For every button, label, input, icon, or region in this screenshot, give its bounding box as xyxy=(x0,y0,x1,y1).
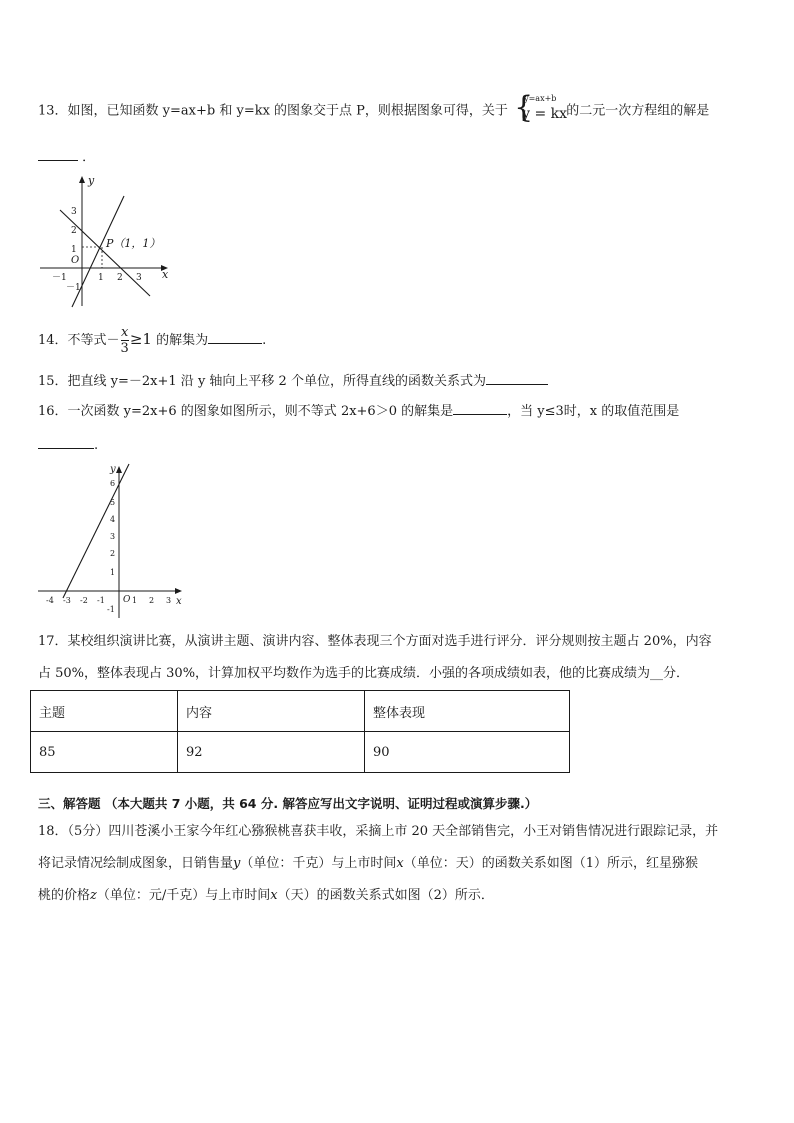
x-tick-label: -1 xyxy=(97,596,105,605)
x-tick-label: 3 xyxy=(166,596,172,605)
y-tick-label: -1 xyxy=(107,605,115,614)
variable-x: x xyxy=(396,856,404,871)
variable-x: x xyxy=(270,888,278,903)
x-tick-label: 1 xyxy=(98,273,104,283)
q16-text-b: ，当 y≤3时，x 的取值范围是 xyxy=(507,404,680,419)
x-tick-label: -4 xyxy=(46,596,54,605)
x-tick-label: 1 xyxy=(132,596,138,605)
q18-line-1: 18．（5分）四川苍溪小王家今年红心猕猴桃喜获丰收，采摘上市 20 天全部销售完，小王对销售情况进行跟踪记录，并 xyxy=(38,824,719,839)
y-tick-label: 5 xyxy=(110,498,116,507)
y-tick-label: 3 xyxy=(110,532,116,541)
q18-line-3-c: （天）的函数关系式如图（2）所示． xyxy=(277,888,494,903)
y-tick-label: 1 xyxy=(110,568,116,577)
table-header-cell: 整体表现 xyxy=(365,691,570,732)
brace-symbol: { xyxy=(514,90,534,125)
q14-text-a: 14．不等式－ xyxy=(38,333,120,348)
q15-text xyxy=(38,372,548,392)
table-header-cell: 主题 xyxy=(31,691,178,732)
fraction-numerator: x xyxy=(121,325,129,340)
x-axis-label: x xyxy=(176,596,182,607)
origin-label: O xyxy=(123,595,131,605)
answer-blank[interactable] xyxy=(38,148,78,161)
q16-answer-line xyxy=(38,436,98,456)
y-axis-label: y xyxy=(110,464,116,475)
y-tick-label: 2 xyxy=(110,549,116,558)
x-tick-label: 2 xyxy=(149,596,155,605)
q17-line-2: 占 50%，整体表现占 30%，计算加权平均数作为选手的比赛成绩．小强的各项成绩如表，他的比赛成绩为__分． xyxy=(38,666,690,681)
score-table xyxy=(30,690,570,773)
y-tick-label: 1 xyxy=(71,245,77,255)
q13-answer-line xyxy=(38,148,95,168)
variable-z: z xyxy=(90,888,97,903)
table-cell: 92 xyxy=(178,732,365,773)
q13-blank-tail: ． xyxy=(82,150,96,165)
answer-blank[interactable] xyxy=(453,402,507,415)
q13-text-a: 13．如图，已知函数 y=ax+b 和 y=kx 的图象交于点 P，则根据图象可得，关于 xyxy=(38,103,508,119)
q13-text xyxy=(38,90,710,126)
x-tick-label: 2 xyxy=(117,273,123,283)
x-axis-label: x xyxy=(162,268,169,281)
q18-line-2 xyxy=(38,854,698,874)
q14-text-b: 的解集为 xyxy=(156,333,209,348)
table-cell: 90 xyxy=(365,732,570,773)
x-tick-label: －1 xyxy=(52,273,67,283)
line-y-kx xyxy=(72,196,124,307)
table-cell: 85 xyxy=(31,732,178,773)
q18-line-2-c: （单位：天）的函数关系如图（1）所示，红星猕猴 xyxy=(403,856,699,871)
y-tick-label: 4 xyxy=(110,515,116,524)
section-heading: 三、解答题 （本大题共 7 小题，共 64 分. 解答应写出文字说明、证明过程或演算步骤.） xyxy=(38,796,538,811)
q13-text-b: 的二元一次方程组的解是 xyxy=(566,103,710,119)
answer-blank[interactable] xyxy=(208,331,262,344)
y-axis-arrow xyxy=(116,466,122,473)
answer-blank[interactable] xyxy=(38,436,94,449)
table-header-cell: 内容 xyxy=(178,691,365,732)
q15-text-a: 15．把直线 y=－2x+1 沿 y 轴向上平移 2 个单位，所得直线的函数关系式为 xyxy=(38,374,486,389)
y-tick-label: 6 xyxy=(110,479,116,488)
q13-graph xyxy=(36,170,176,310)
q14-inequality: ≥1 xyxy=(129,330,152,348)
origin-label: O xyxy=(71,255,80,266)
table-row xyxy=(31,691,570,732)
q18-line-3 xyxy=(38,886,494,906)
x-tick-label: -2 xyxy=(80,596,88,605)
x-tick-label: 3 xyxy=(136,273,142,283)
system-equation-1: y=ax+b xyxy=(524,94,557,103)
y-tick-label: 3 xyxy=(71,207,77,217)
system-equation-2: y = kx xyxy=(522,106,567,122)
q18-line-2-b: （单位：千克）与上市时间 xyxy=(240,856,397,871)
y-tick-label: －1 xyxy=(66,283,81,293)
q17-line-1: 17．某校组织演讲比赛，从演讲主题、演讲内容、整体表现三个方面对选手进行评分．评分规则按主题占 20%，内容 xyxy=(38,634,712,649)
point-p-label: P（1，1） xyxy=(106,237,161,250)
q18-line-3-a: 桃的价格 xyxy=(38,888,91,903)
q18-line-2-a: 将记录情况绘制成图象，日销售量 xyxy=(38,856,234,871)
q16-text xyxy=(38,402,679,422)
q14-tail: . xyxy=(262,333,267,348)
variable-y: y xyxy=(233,856,241,871)
answer-blank[interactable] xyxy=(486,372,548,385)
x-axis-arrow xyxy=(175,588,182,594)
y-axis-arrow xyxy=(79,176,85,183)
q16-blank-tail: . xyxy=(94,438,99,453)
x-tick-label: -3 xyxy=(63,596,71,605)
fraction-denominator: 3 xyxy=(120,341,129,356)
q14-text xyxy=(38,324,266,356)
y-axis-label: y xyxy=(88,174,95,187)
q16-text-a: 16．一次函数 y=2x+6 的图象如图所示，则不等式 2x+6＞0 的解集是 xyxy=(38,404,454,419)
table-row xyxy=(31,732,570,773)
q16-graph xyxy=(34,460,194,624)
equation-system xyxy=(514,90,567,126)
fraction-x-over-3 xyxy=(121,325,129,356)
q18-line-3-b: （单位：元/千克）与上市时间 xyxy=(96,888,271,903)
y-tick-label: 2 xyxy=(71,226,77,236)
